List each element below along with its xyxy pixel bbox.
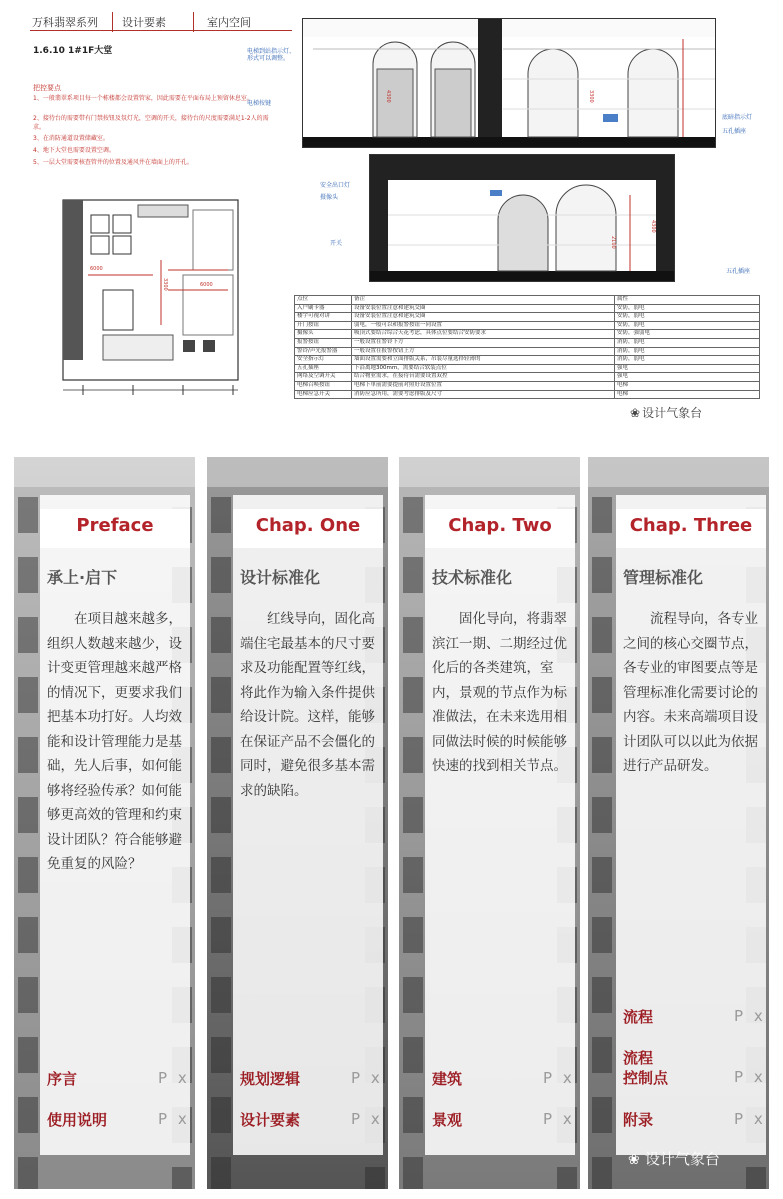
toc-entry-page: P x	[543, 1069, 575, 1087]
table-cell: 弱电，一般可以和报警按钮一同设置	[352, 321, 615, 330]
table-header-cell: 点位	[295, 296, 352, 305]
header-rule	[30, 30, 292, 31]
elevation-dimension: 4300	[385, 90, 391, 103]
lobby-elevation-2	[369, 154, 675, 282]
design-document-page	[0, 0, 783, 446]
watermark-bottom	[628, 1148, 720, 1169]
header-tab-design-elements: 设计要素	[122, 16, 166, 29]
toc-entry-page: P x	[351, 1110, 383, 1128]
plan-dimension: 6000	[90, 266, 103, 272]
chapter-banner	[14, 457, 195, 1189]
chapter-card	[425, 495, 575, 1155]
table-cell: 消防，弱电	[615, 356, 760, 365]
callout-label: 摄像头	[320, 194, 339, 201]
table-cell: 强电	[615, 373, 760, 382]
table-cell: 电梯	[615, 390, 760, 399]
table-cell: 摄像头	[295, 330, 352, 339]
device-point-table	[294, 295, 760, 399]
essentials-item: 2、接待台的需要带有门禁按钮及氛灯光，空调的开关，接待台的尺度需要满足1-2人的需求。	[33, 115, 269, 131]
table-cell: 消防，弱电	[615, 338, 760, 347]
toc-entry-page: P x	[734, 1007, 766, 1025]
toc-entry-page: P x	[734, 1110, 766, 1128]
toc-entry-label[interactable]: 设计要素	[240, 1111, 301, 1129]
table-cell: 警铃/声光报警器	[295, 347, 352, 356]
table-cell: 下沿离地300mm，需要结合软装点位	[352, 364, 615, 373]
plan-dimension: 6000	[200, 282, 213, 288]
table-cell: 安防，强弱电	[615, 330, 760, 339]
chapter-title: Chap. One	[255, 515, 361, 536]
table-cell: 墙面设置需要和立面排版关系，吊装尽量选择轻薄的	[352, 356, 615, 365]
elevation-2-drawing	[370, 155, 674, 281]
chapter-heading-box	[616, 509, 766, 548]
header-divider	[193, 12, 194, 32]
chapter-banner	[207, 457, 388, 1189]
table-row	[295, 390, 760, 399]
essentials-item: 4、地下大堂也需要设置空调。	[33, 147, 115, 154]
table-cell: 楼宇可视对讲	[295, 313, 352, 322]
table-cell: 安防，弱电	[615, 313, 760, 322]
chapter-title: Chap. Two	[448, 515, 552, 536]
chapter-subtitle: 技术标准化	[432, 568, 513, 587]
table-cell: 消防，弱电	[615, 347, 760, 356]
chapter-subtitle: 管理标准化	[623, 568, 704, 587]
table-cell: 开门按钮	[295, 321, 352, 330]
watermark-text: 设计气象台	[644, 1150, 720, 1168]
chapter-description: 流程导向，各专业之间的核心交圈节点，各专业的审图要点等是管理标准化需要讨论的内容。未来高端项目设计团队可以以此为依据进行产品研发。	[623, 611, 758, 774]
table-cell: 设备安装位置注意和建筑交圈	[352, 304, 615, 313]
table-cell: 电梯下单前需要提前对照好设置位置	[352, 381, 615, 390]
table-cell: 设备安装位置注意和建筑交圈	[352, 313, 615, 322]
table-cell: 吸顶式要结合综合天花考虑，具体点位要结合安防要求	[352, 330, 615, 339]
chapter-heading-box	[233, 509, 383, 548]
table-cell: 报警按钮	[295, 338, 352, 347]
watermark-text: 设计气象台	[642, 406, 703, 420]
table-row	[295, 381, 760, 390]
chapter-description: 在项目越来越多，组织人数越来越少，设计变更管理越来越严格的情况下，更要求我们把基本功打好。人均效能和设计管理能力是基础，先人后事，如何能够将经验传承？如何能够更高效的管理和约束设计团队？符合能够避免重复的风险？	[47, 611, 182, 872]
chapter-subtitle: 承上·启下	[47, 568, 118, 587]
section-title: 1.6.10 1#1F大堂	[33, 46, 113, 56]
table-row	[295, 347, 760, 356]
table-row	[295, 330, 760, 339]
table-cell: 安全指示灯	[295, 356, 352, 365]
table-cell: 结合物业需求，在接待台需要设置双控	[352, 373, 615, 382]
table-cell: 一般设置在报警按钮上方	[352, 347, 615, 356]
chapter-banner	[399, 457, 580, 1189]
essentials-item: 1、一般翡翠系项目每一个栋楼都会设置管家，因此需要在平面布局上预留休息室。	[33, 95, 253, 102]
toc-entry-label[interactable]: 景观	[432, 1111, 463, 1129]
elevation-1-drawing	[303, 19, 715, 147]
table-row	[295, 304, 760, 313]
toc-entry-label[interactable]: 附录	[623, 1111, 654, 1129]
toc-entry-page: P x	[543, 1110, 575, 1128]
essentials-item: 5、一层大堂需要核查管井的位置及通风井在墙面上的开孔。	[33, 159, 193, 166]
callout-label: 电梯到站指示灯、形式可以调整。	[247, 48, 296, 62]
toc-entry-label[interactable]: 建筑	[432, 1070, 463, 1088]
lobby-floor-plan	[43, 190, 243, 400]
table-cell: 电梯应急开关	[295, 390, 352, 399]
table-cell: 入户刷卡器	[295, 304, 352, 313]
toc-entry-page: P x	[158, 1110, 190, 1128]
toc-entry-label[interactable]: 规划逻辑	[240, 1070, 301, 1088]
header-tab-series: 万科翡翠系列	[32, 16, 98, 29]
chapter-title: Preface	[76, 515, 154, 536]
callout-label: 底暗指示灯	[722, 114, 753, 121]
elevation-dimension: 4300	[650, 220, 656, 233]
chapter-subtitle: 设计标准化	[240, 568, 321, 587]
table-cell: 网络及空调开关	[295, 373, 352, 382]
table-cell: 强电	[615, 364, 760, 373]
essentials-title: 把控要点	[33, 84, 61, 92]
table-row	[295, 356, 760, 365]
toc-entry-page: P x	[158, 1069, 190, 1087]
toc-entry-page: P x	[734, 1068, 766, 1086]
header-tab-interior: 室内空间	[207, 16, 251, 29]
chapter-banner	[588, 457, 769, 1189]
table-cell: 安防，弱电	[615, 304, 760, 313]
table-cell: 消防应急所用，需要考虑排版及尺寸	[352, 390, 615, 399]
table-row	[295, 338, 760, 347]
elevation-dimension: 2100	[610, 236, 616, 249]
watermark	[630, 402, 702, 421]
table-row	[295, 364, 760, 373]
table-header-row	[295, 296, 760, 305]
table-row	[295, 373, 760, 382]
table-cell: 安防，弱电	[615, 321, 760, 330]
chapter-card	[233, 495, 383, 1155]
callout-label: 开关	[330, 240, 343, 247]
plan-dimension: 3300	[162, 278, 168, 291]
elevation-dimension: 3300	[588, 90, 594, 103]
chapter-heading-box	[40, 509, 190, 548]
table-row	[295, 321, 760, 330]
callout-label: 安全出口灯	[320, 182, 351, 189]
table-cell: 五孔插座	[295, 364, 352, 373]
table-cell: 一般设置在警铃下方	[352, 338, 615, 347]
chapter-description: 固化导向，将翡翠滨江一期、二期经过优化后的各类建筑，室内，景观的节点作为标准做法，在未来选用相同做法时候的时候能够快速的找到相关节点。	[432, 611, 567, 774]
table-header-cell: 属性	[615, 296, 760, 305]
callout-label: 五孔插座	[722, 128, 747, 135]
header-divider	[112, 12, 113, 32]
table-cell: 电梯	[615, 381, 760, 390]
chapter-title: Chap. Three	[629, 515, 753, 536]
toc-entry-label[interactable]: 流程 控制点	[623, 1049, 669, 1087]
toc-entry-label[interactable]: 序言	[47, 1070, 78, 1088]
table-row	[295, 313, 760, 322]
toc-entry-label[interactable]: 流程	[623, 1008, 654, 1026]
wechat-icon: ❀	[628, 1152, 640, 1168]
chapter-description: 红线导向，固化高端住宅最基本的尺寸要求及功能配置等红线，将此作为输入条件提供给设计院。这样，能够在保证产品不会僵化的同时，避免很多基本需求的缺陷。	[240, 611, 375, 799]
callout-label: 电梯按键	[247, 100, 272, 107]
chapter-heading-box	[425, 509, 575, 548]
wechat-icon: ❀	[630, 406, 641, 420]
lobby-elevation-1	[302, 18, 716, 148]
toc-entry-label[interactable]: 使用说明	[47, 1111, 108, 1129]
table-header-cell: 备注	[352, 296, 615, 305]
essentials-item: 3、在消防通道设置储藏室。	[33, 135, 109, 142]
table-cell: 电梯召唤按钮	[295, 381, 352, 390]
toc-entry-page: P x	[351, 1069, 383, 1087]
callout-label: 五孔插座	[726, 268, 751, 275]
